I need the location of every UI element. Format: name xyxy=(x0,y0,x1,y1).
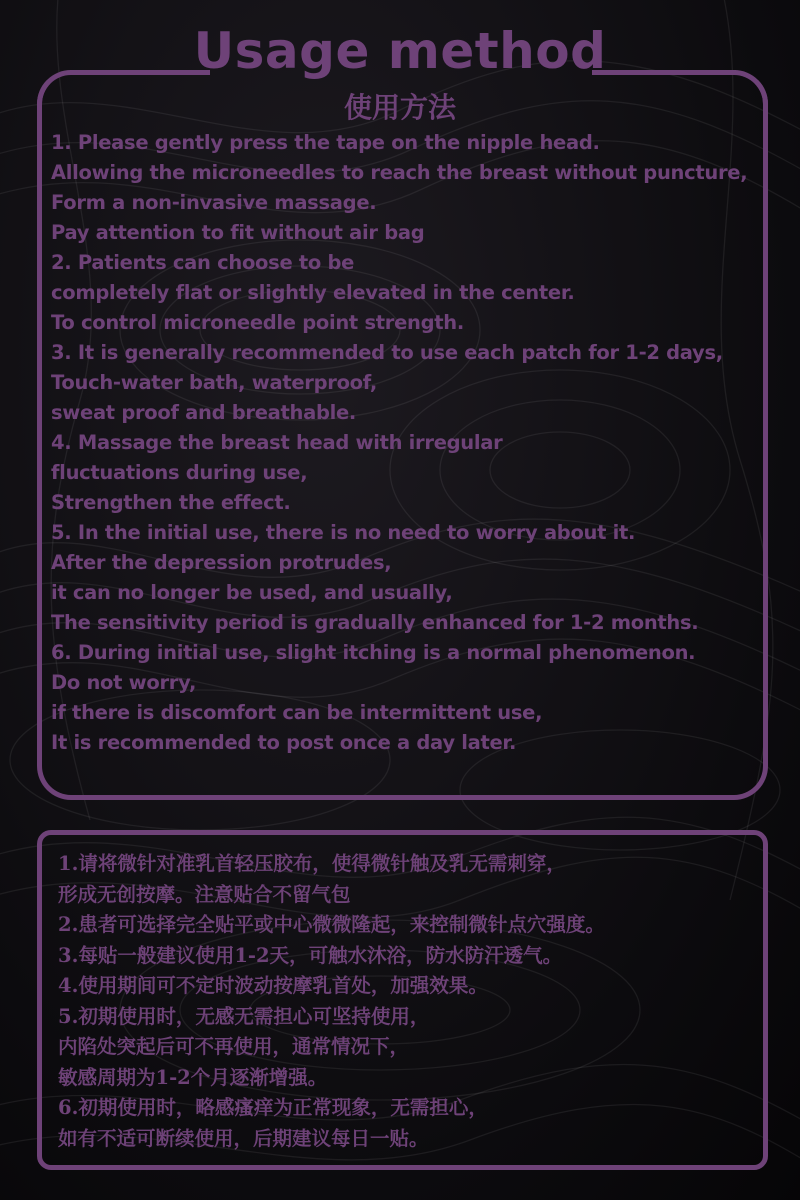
chinese-line: 4.使用期间可不定时波动按摩乳首处，加强效果。 xyxy=(58,974,488,997)
english-line: completely flat or slightly elevated in the center. xyxy=(51,281,575,304)
english-line: Strengthen the effect. xyxy=(51,491,291,514)
chinese-instructions-list xyxy=(58,849,758,1154)
english-line: if there is discomfort can be intermittent use, xyxy=(51,701,543,724)
chinese-line: 5.初期使用时，无感无需担心可坚持使用， xyxy=(58,1004,430,1028)
page-title: Usage method xyxy=(193,22,607,80)
english-line: Allowing the microneedles to reach the breast without puncture, xyxy=(51,161,748,184)
english-line: To control microneedle point strength. xyxy=(51,311,464,334)
english-line: 2. Patients can choose to be xyxy=(51,251,355,274)
chinese-line: 如有不适可断续使用，后期建议每日一贴。 xyxy=(58,1126,429,1150)
english-line: 1. Please gently press the tape on the nipple head. xyxy=(51,131,600,154)
english-line: fluctuations during use, xyxy=(51,461,308,484)
chinese-line: 2.患者可选择完全贴平或中心微微隆起，来控制微针点穴强度。 xyxy=(58,913,605,936)
english-line: Do not worry, xyxy=(51,671,197,694)
english-line: 4. Massage the breast head with irregular xyxy=(51,431,503,454)
english-line: Touch-water bath, waterproof, xyxy=(51,371,377,394)
chinese-line: 形成无创按摩。注意贴合不留气包 xyxy=(58,882,351,906)
english-line: 5. In the initial use, there is no need to worry about it. xyxy=(51,521,636,544)
page-subtitle: 使用方法 xyxy=(343,91,456,124)
english-line: Pay attention to fit without air bag xyxy=(51,221,425,244)
english-line: 3. It is generally recommended to use each patch for 1-2 days, xyxy=(51,341,723,364)
chinese-line: 内陷处突起后可不再使用，通常情况下， xyxy=(58,1035,410,1058)
chinese-line: 敏感周期为1-2个月逐渐增强。 xyxy=(58,1065,328,1089)
english-line: it can no longer be used, and usually, xyxy=(51,581,453,604)
english-instructions-list xyxy=(51,128,771,758)
english-line: After the depression protrudes, xyxy=(51,551,392,574)
english-line: 6. During initial use, slight itching is a normal phenomenon. xyxy=(51,641,696,664)
chinese-line: 6.初期使用时，略感瘙痒为正常现象，无需担心， xyxy=(58,1096,488,1119)
chinese-line: 1.请将微针对准乳首轻压胶布，使得微针触及乳无需刺穿， xyxy=(58,852,566,875)
english-line: Form a non-invasive massage. xyxy=(51,191,377,214)
english-line: sweat proof and breathable. xyxy=(51,401,357,424)
chinese-line: 3.每贴一般建议使用1-2天，可触水沐浴，防水防汗透气。 xyxy=(58,943,563,967)
english-line: It is recommended to post once a day later. xyxy=(51,731,517,754)
english-line: The sensitivity period is gradually enhanced for 1-2 months. xyxy=(51,611,699,634)
